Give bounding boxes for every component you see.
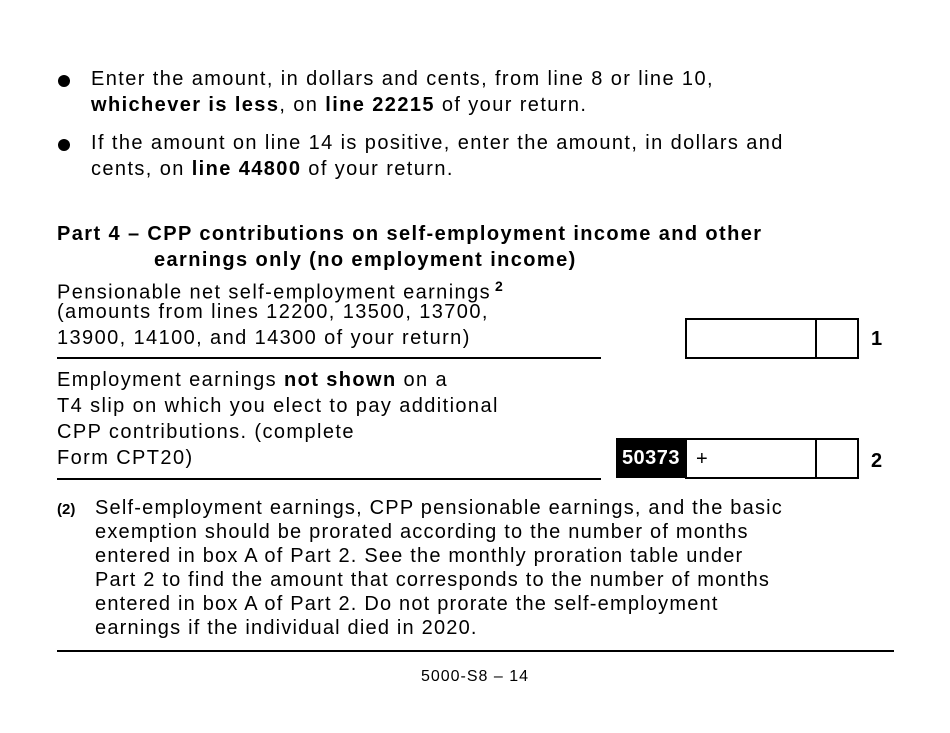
text-fragment: Pensionable net self-employment earnings bbox=[57, 281, 491, 304]
footnote-line: entered in box A of Part 2. Do not prorate the self-employment bbox=[95, 593, 719, 615]
text-fragment: , on bbox=[279, 94, 326, 116]
text-fragment: Employment earnings bbox=[57, 369, 284, 391]
footnote-ref: 2 bbox=[495, 278, 505, 294]
part4-heading-line-1: Part 4 – CPP contributions on self-employment income and other bbox=[57, 223, 763, 245]
part4-heading-line-2: earnings only (no employment income) bbox=[154, 249, 577, 271]
bullet-dot bbox=[58, 75, 70, 87]
line-2-label-3: CPP contributions. (complete bbox=[57, 421, 355, 443]
text-fragment: cents, on bbox=[91, 158, 192, 180]
line-2-number: 2 bbox=[871, 450, 883, 472]
line-2-label-2: T4 slip on which you elect to pay additional bbox=[57, 395, 499, 417]
text-fragment: of your return. bbox=[434, 94, 588, 116]
footnote-line: entered in box A of Part 2. See the monthly proration table under bbox=[95, 545, 744, 567]
bold-phrase: not shown bbox=[283, 369, 397, 391]
bullet-dot bbox=[58, 139, 70, 151]
line-reference: line 44800 bbox=[191, 158, 302, 180]
footnote-marker: (2) bbox=[57, 501, 76, 518]
bold-phrase: whichever is less bbox=[91, 94, 280, 116]
bullet-1-line-1: Enter the amount, in dollars and cents, from line 8 or line 10, bbox=[91, 68, 714, 90]
cents-separator bbox=[815, 318, 817, 359]
footnote-line: Part 2 to find the amount that corresponds to the number of months bbox=[95, 569, 771, 591]
line-2-label-4: Form CPT20) bbox=[57, 447, 194, 469]
cents-separator bbox=[815, 438, 817, 479]
line-2-code-box: 50373 bbox=[616, 438, 686, 478]
bullet-1-line-2 bbox=[91, 92, 587, 118]
footnote-line: Self-employment earnings, CPP pensionable earnings, and the basic bbox=[95, 497, 783, 519]
bullet-2-line-2 bbox=[91, 156, 454, 182]
text-fragment: on a bbox=[396, 369, 449, 391]
line-2-label-1 bbox=[57, 367, 448, 393]
line-1-rule bbox=[57, 357, 601, 359]
line-2-sign: + bbox=[696, 448, 708, 470]
text-fragment: of your return. bbox=[301, 158, 454, 180]
footer-rule bbox=[57, 650, 894, 652]
page-label: 5000-S8 – 14 bbox=[420, 668, 530, 685]
line-1-number: 1 bbox=[871, 328, 883, 350]
footnote-line: earnings if the individual died in 2020. bbox=[95, 617, 478, 639]
line-1-label-3: 13900, 14100, and 14300 of your return) bbox=[57, 327, 471, 349]
line-2-rule bbox=[57, 478, 601, 480]
bullet-2-line-1: If the amount on line 14 is positive, enter the amount, in dollars and bbox=[91, 132, 784, 154]
line-1-amount-field[interactable] bbox=[685, 318, 859, 359]
line-1-label-2: (amounts from lines 12200, 13500, 13700, bbox=[57, 301, 489, 323]
footnote-line: exemption should be prorated according to the number of months bbox=[95, 521, 749, 543]
line-2-amount-field[interactable] bbox=[685, 438, 859, 479]
line-reference: line 22215 bbox=[325, 94, 435, 116]
